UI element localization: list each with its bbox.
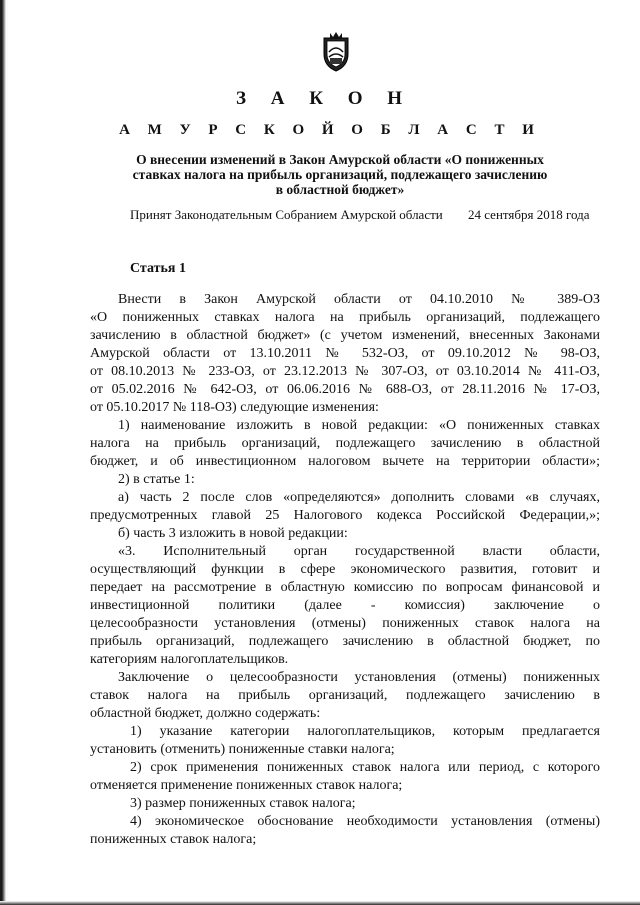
article-title: Статья 1 [130,261,186,276]
body-line: 2) в статье 1: [118,472,195,487]
body-line: 1) наименование изложить в новой редакции: «О пониженных ставках [118,418,600,433]
body-line: 1) указание категории налогоплательщиков, которым предлагается [130,724,600,739]
body-line: передает на рассмотрение в областную комиссию по вопросам финансовой и [90,580,600,595]
body-line: предусмотренных главой 25 Налогового кодекса Российской Федерации,»; [90,508,600,523]
body-line: «3. Исполнительный орган государственной власти области, [118,544,600,559]
body-line: областной бюджет, должно содержать: [90,706,321,721]
subject-line: О внесении изменений в Закон Амурской области «О пониженных [136,152,544,167]
body-line: прибыль организаций, подлежащего зачислению в областной бюджет, по [90,634,600,649]
body-line: отменяется применение пониженных ставок налога; [90,778,403,793]
body-line: целесообразности установления (отмены) пониженных ставок налога на [90,616,600,631]
body-line: 4) экономическое обоснование необходимости установления (отмены) [130,814,600,829]
law-subject [100,152,580,197]
body-line: а) часть 2 после слов «определяются» дополнить словами «в случаях, [118,490,600,505]
subject-line: ставках налога на прибыль организаций, подлежащего зачислению [132,167,548,182]
body-line: 2) срок применения пониженных ставок налога или период, с которого [130,760,600,775]
body-line: бюджет, и об инвестиционном налоговом вычете на территории области»; [90,454,600,469]
document-title: З А К О Н [235,88,413,109]
adopted-date: 24 сентября 2018 года [468,207,590,222]
body-line: ставок налога на прибыль организаций, подлежащего зачислению в [90,688,600,703]
scan-bottom-edge [0,901,640,905]
body-line: от 05.10.2017 № 118-ОЗ) следующие изменения: [90,400,379,415]
body-line: «О пониженных ставках налога на прибыль организаций, подлежащего [90,310,600,325]
scan-left-edge [0,0,10,905]
body-line: налога на прибыль организаций, подлежащего зачислению в областной [90,436,600,451]
body-line: Амурской области от 13.10.2011 № 532-ОЗ, от 09.10.2012 № 98-ОЗ, [90,346,600,361]
subject-line: в областной бюджет» [275,182,405,197]
region-title: А М У Р С К О Й О Б Л А С Т И [119,122,541,138]
body-line: от 05.02.2016 № 642-ОЗ, от 06.06.2016 № 688-ОЗ, от 28.11.2016 № 17-ОЗ, [90,382,600,397]
body-line: Внести в Закон Амурской области от 04.10.2010 № 389-ОЗ [118,292,600,307]
body-line: зачислению в областной бюджет» (с учетом изменений, внесенных Законами [90,328,600,343]
body-line: пониженных ставок налога; [90,832,257,847]
body-line: осуществляющий функции в сфере экономического развития, готовит и [90,562,600,577]
body-line: инвестиционной политики (далее - комиссия) заключение о [90,598,600,613]
body-line: Заключение о целесообразности установления (отмены) пониженных [118,670,600,685]
adopted-by: Принят Законодательным Собранием Амурской области [130,207,443,222]
body-line: категориям налогоплательщиков. [90,652,289,667]
body-line: б) часть 3 изложить в новой редакции: [118,526,348,541]
coat-of-arms-icon [320,32,352,72]
body-line: 3) размер пониженных ставок налога; [130,796,356,811]
body-line: установить (отменить) пониженные ставки налога; [90,742,395,757]
body-line: от 08.10.2013 № 233-ОЗ, от 23.12.2013 № 307-ОЗ, от 03.10.2014 № 411-ОЗ, [90,364,600,379]
